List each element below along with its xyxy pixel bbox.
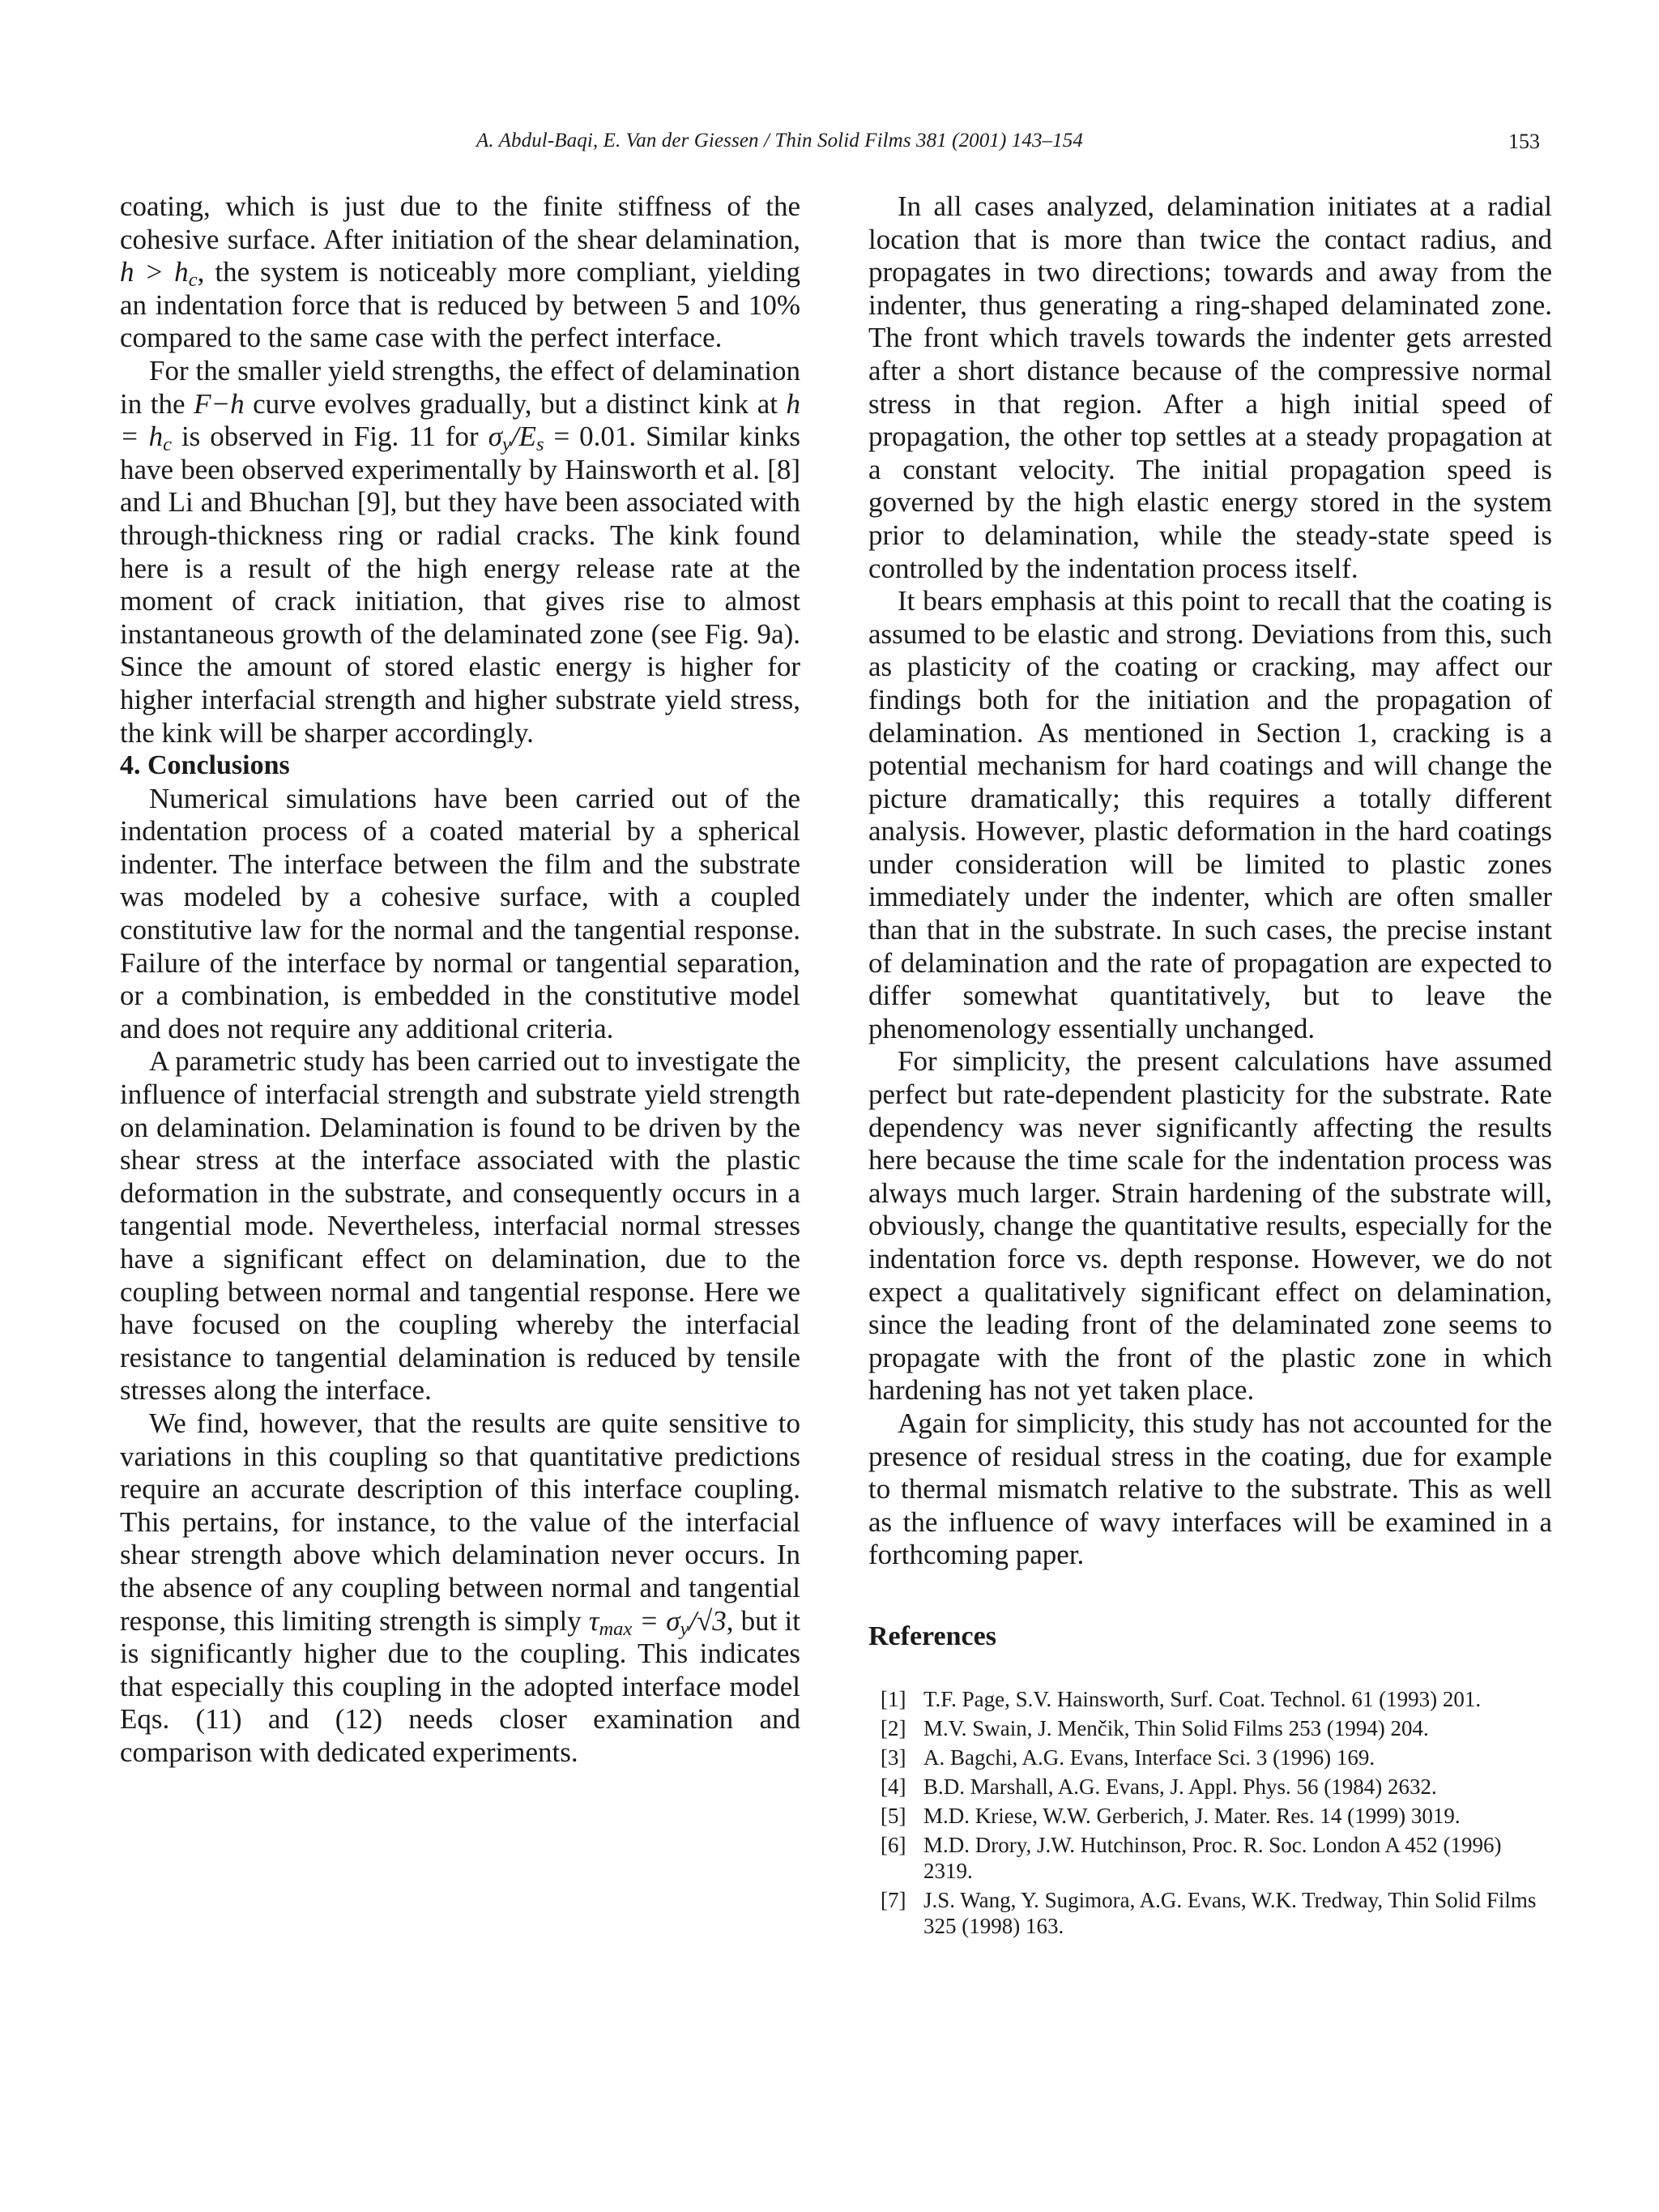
reference-number: [2] <box>881 1715 906 1740</box>
reference-number: [6] <box>881 1832 906 1857</box>
paragraph: For simplicity, the present calculations have assumed perfect but rate-dependent plasticity for the substrate. Rate dependency was never significantly affecting the results here because the time scale for the indentation process was always much larger. Strain hardening of the substrate will, obviously, change the quantitative results, especially for the indentation force vs. depth response. However, we do not expect a qualitatively significant effect on delamination, since the leading front of the delaminated zone seems to propagate with the front of the plastic zone in which hardening has not yet taken place. <box>868 1045 1552 1407</box>
paragraph: It bears emphasis at this point to recall that the coating is assumed to be elastic and strong. Deviations from this, such as plasticity of the coating or cracking, may affect our findings both for the initiation and the propagation of delamination. As mentioned in Section 1, cracking is a potential mechanism for hard coatings and will change the picture dramatically; this requires a totally different analysis. However, plastic deformation in the hard coatings under consideration will be limited to plastic zones immediately under the indenter, which are often smaller than that in the substrate. In such cases, the precise instant of delamination and the rate of propagation are expected to differ somewhat quantitatively, but to leave the phenomenology essentially unchanged. <box>868 585 1552 1044</box>
page-header <box>0 130 1659 162</box>
math-inline: $h > h_c$ <box>120 256 198 292</box>
text-run: = 0.01. Similar kinks have been observed experimentally by Hainsworth et al. [8] and Li and Bhuchan [9], but they have been associated with through-thickness ring or radial cracks. The kink found here is a result of the high energy release rate at the moment of crack initiation, that gives rise to almost instantaneous growth of the delaminated zone (see Fig. 9a). Since the amount of stored elastic energy is higher for higher interfacial strength and higher substrate yield stress, the kink will be sharper accordingly. <box>120 421 801 749</box>
paragraph: In all cases analyzed, delamination initiates at a radial location that is more than twice the contact radius, and propagates in two directions; towards and away from the indenter, thus generating a ring-shaped delaminated zone. The front which travels towards the indenter gets arrested after a short distance because of the compressive normal stress in that region. After a high initial speed of propagation, the other top settles at a steady propagation at a constant velocity. The initial propagation speed is governed by the high elastic energy stored in the system prior to delamination, while the steady-state speed is controlled by the indentation process itself. <box>868 190 1552 584</box>
text-run: For the smaller yield strengths, the effect of delamination in the <box>120 354 800 420</box>
math-inline: $\tau_{max} = \sigma_y/√3$ <box>588 1604 727 1640</box>
reference-text: M.D. Kriese, W.W. Gerberich, J. Mater. Res. 14 (1999) 3019. <box>923 1803 1461 1828</box>
left-column <box>120 190 800 1770</box>
reference-item <box>868 1774 1552 1800</box>
reference-item <box>868 1744 1552 1770</box>
math-inline: F−h <box>194 387 245 420</box>
reference-item <box>868 1686 1552 1712</box>
paragraph: Again for simplicity, this study has not accounted for the presence of residual stress in the coating, due for example to thermal mismatch relative to the substrate. This as well as the influence of wavy interfaces will be examined in a forthcoming paper. <box>868 1407 1552 1571</box>
reference-number: [7] <box>881 1887 906 1912</box>
paragraph <box>120 190 800 355</box>
text-run: curve evolves gradually, but a distinct kink at <box>253 387 778 420</box>
page-number: 153 <box>1508 130 1540 153</box>
reference-text: B.D. Marshall, A.G. Evans, J. Appl. Phys. 56 (1984) 2632. <box>923 1774 1437 1799</box>
text-run: , but it is significantly higher due to the coupling. This indicates that especially this coupling in the adopted interface model Eqs. (11) and (12) needs closer examination and comparison with dedicated experiments. <box>120 1604 800 1768</box>
reference-item <box>868 1832 1552 1884</box>
reference-text: A. Bagchi, A.G. Evans, Interface Sci. 3 (1996) 169. <box>923 1744 1375 1770</box>
paragraph <box>120 1407 800 1770</box>
text-run: is observed in Fig. 11 for <box>181 421 479 453</box>
reference-number: [3] <box>881 1744 906 1770</box>
reference-number: [4] <box>881 1774 906 1799</box>
reference-text: M.V. Swain, J. Menčik, Thin Solid Films 253 (1994) 204. <box>923 1715 1429 1740</box>
section-heading: 4. Conclusions <box>120 750 290 781</box>
math-inline: $h = h_c$ <box>120 387 801 456</box>
reference-item <box>868 1715 1552 1741</box>
references-list <box>868 1686 1552 1939</box>
reference-number: [5] <box>881 1803 906 1828</box>
references-heading: References <box>868 1621 996 1651</box>
running-head: A. Abdul-Baqi, E. Van der Giessen / Thin Solid Films 381 (2001) 143–154 <box>476 130 1083 152</box>
right-column <box>868 190 1552 1942</box>
reference-text: J.S. Wang, Y. Sugimora, A.G. Evans, W.K. Tredway, Thin Solid Films 325 (1998) 163. <box>923 1887 1537 1938</box>
text-run: coating, which is just due to the finite stiffness of the cohesive surface. After initiation of the shear delamination, <box>120 190 800 255</box>
reference-text: T.F. Page, S.V. Hainsworth, Surf. Coat. Technol. 61 (1993) 201. <box>923 1686 1482 1711</box>
paragraph: Numerical simulations have been carried out of the indentation process of a coated material by a spherical indenter. The interface between the film and the substrate was modeled by a cohesive surface, with a coupled constitutive law for the normal and the tangential response. Failure of the interface by normal or tangential separation, or a combination, is embedded in the constitutive model and does not require any additional criteria. <box>120 782 800 1044</box>
reference-item <box>868 1803 1552 1829</box>
reference-number: [1] <box>881 1686 906 1711</box>
text-run: , the system is noticeably more compliant, yielding an indentation force that is reduced by between 5 and 10% compared to the same case with the perfect interface. <box>120 256 800 354</box>
text-run: We find, however, that the results are quite sensitive to variations in this coupling so that quantitative predictions require an accurate description of this interface coupling. This pertains, for instance, to the value of the interfacial shear strength above which delamination never occurs. In the absence of any coupling between normal and tangential response, this limiting strength is simply <box>120 1407 800 1637</box>
paragraph <box>120 355 800 749</box>
paragraph: A parametric study has been carried out to investigate the influence of interfacial strength and substrate yield strength on delamination. Delamination is found to be driven by the shear stress at the interface associated with the plastic deformation in the substrate, and consequently occurs in a tangential mode. Nevertheless, interfacial normal stresses have a significant effect on delamination, due to the coupling between normal and tangential response. Here we have focused on the coupling whereby the interfacial resistance to tangential delamination is reduced by tensile stresses along the interface. <box>120 1045 800 1407</box>
math-inline: $\sigma_y/E_s$ <box>488 421 544 456</box>
reference-item <box>868 1887 1552 1939</box>
reference-text: M.D. Drory, J.W. Hutchinson, Proc. R. Soc. London A 452 (1996) 2319. <box>923 1832 1502 1883</box>
